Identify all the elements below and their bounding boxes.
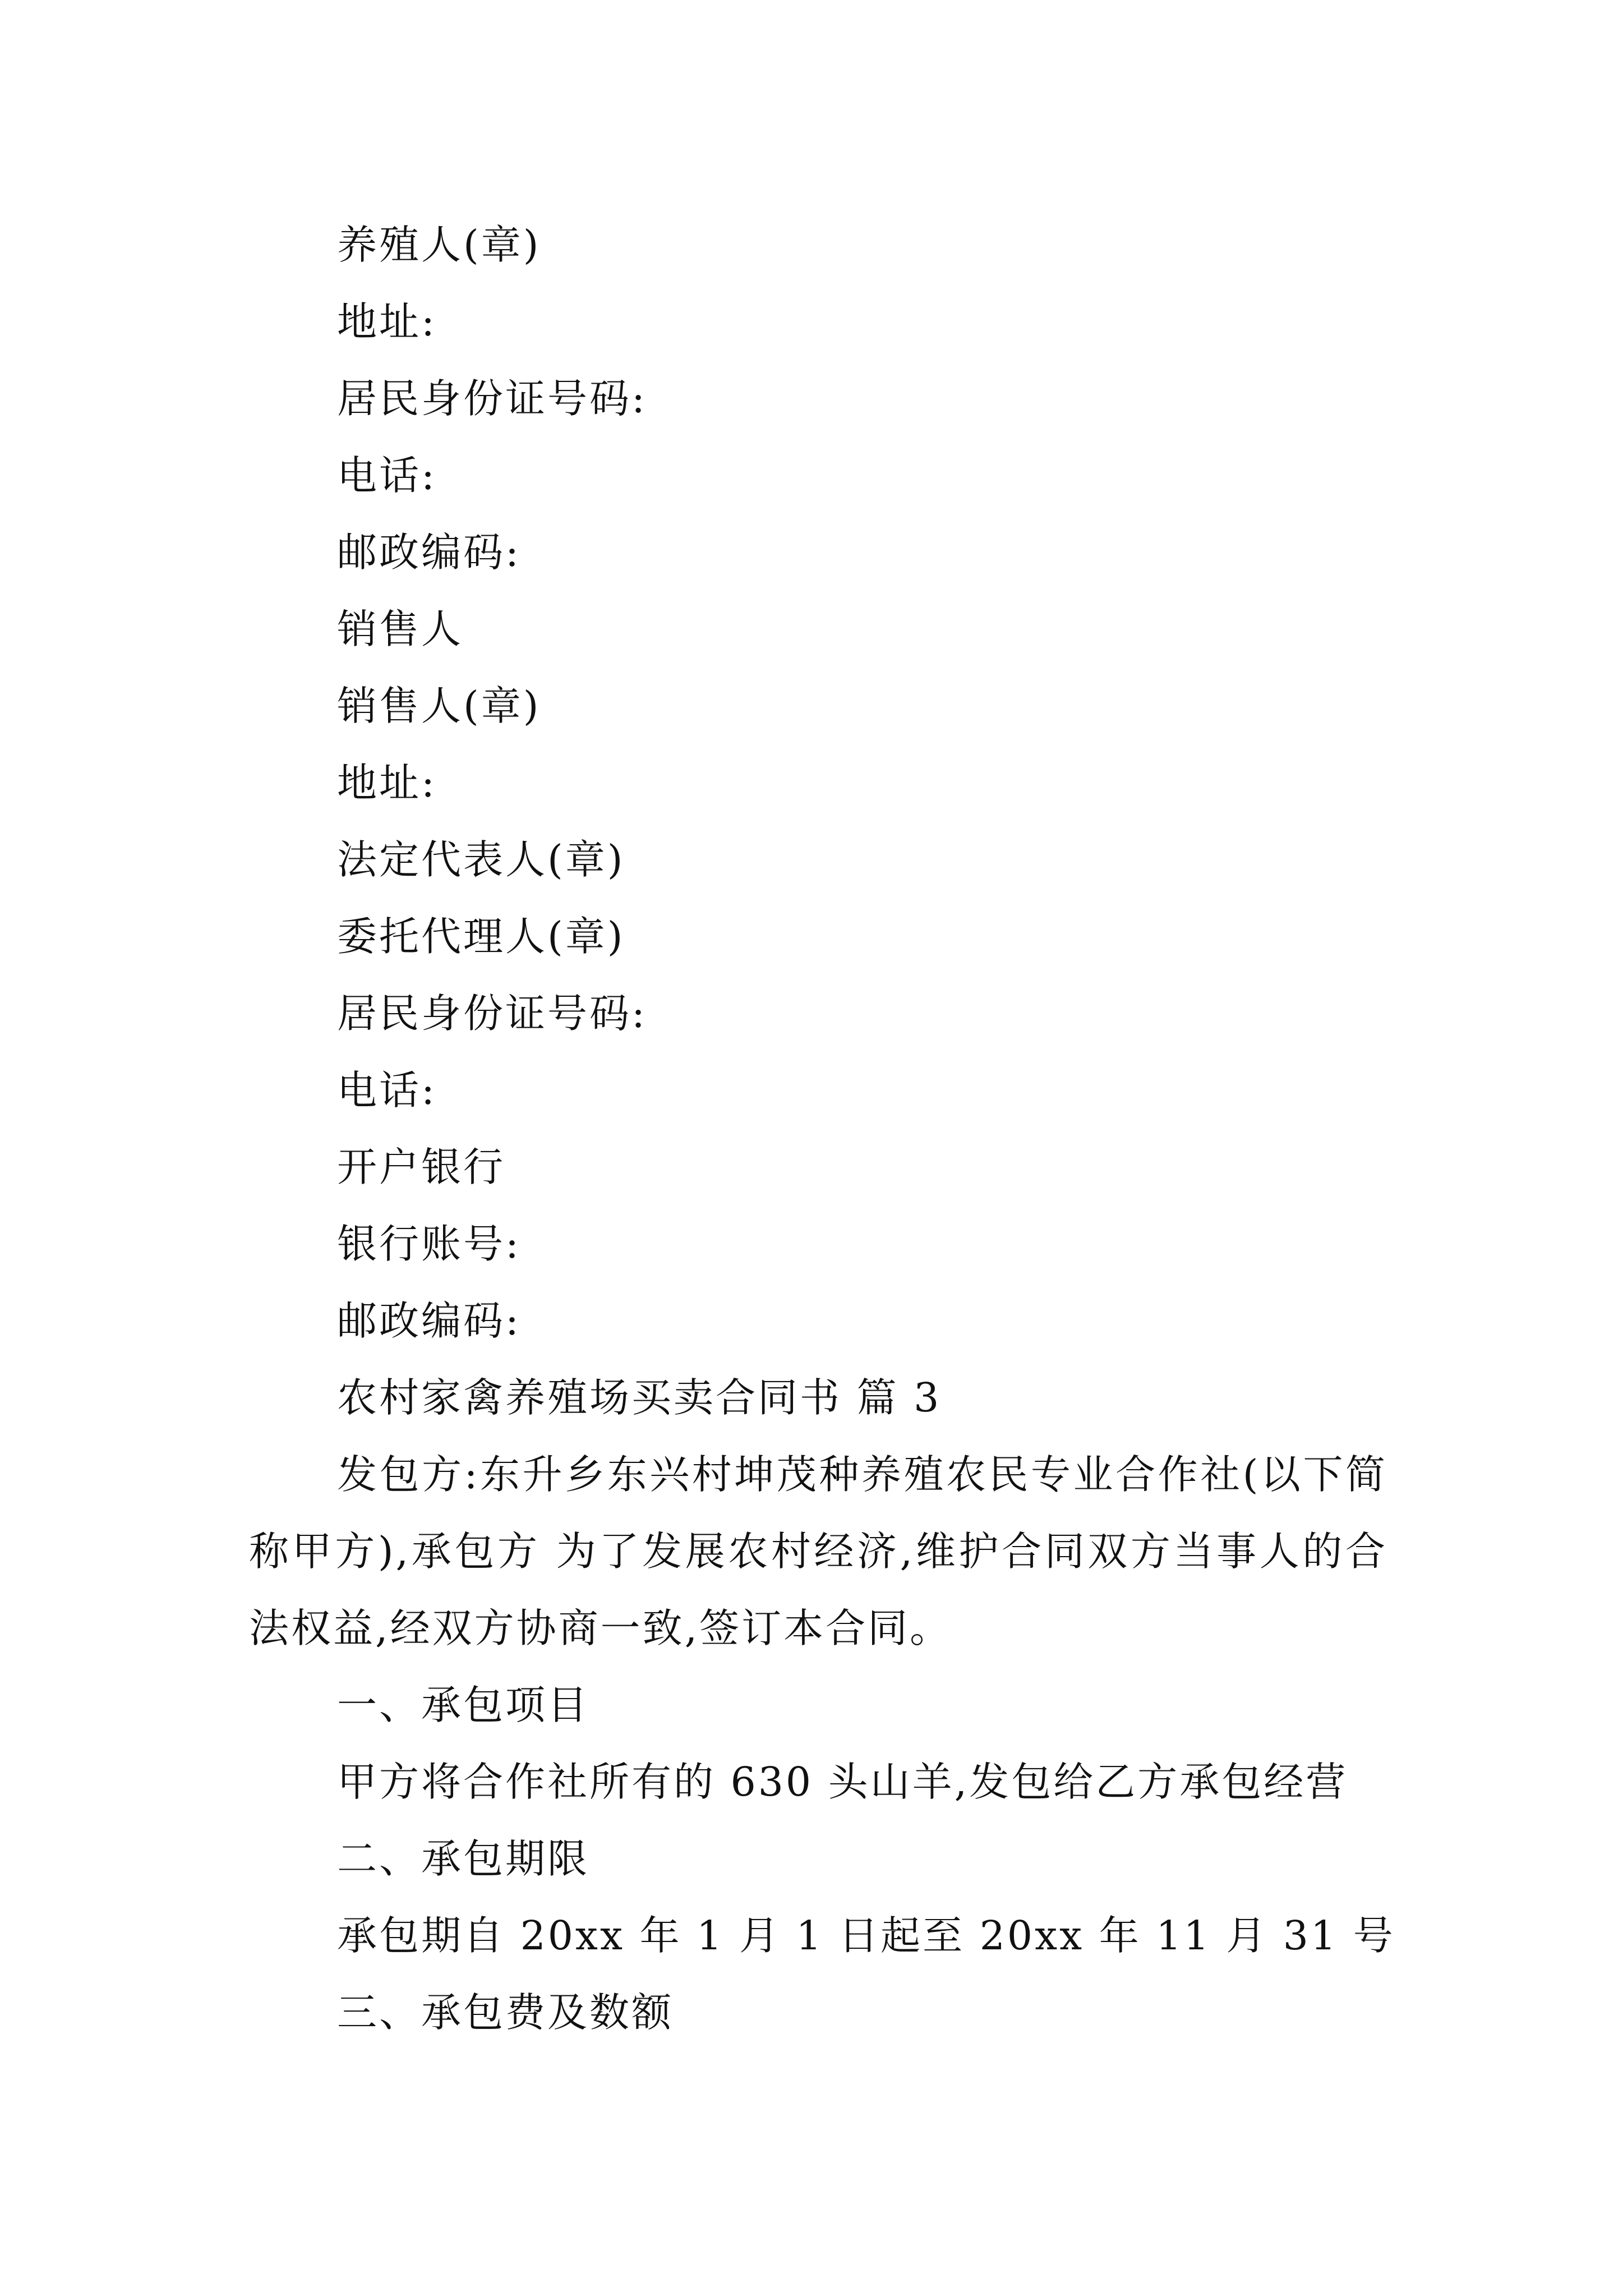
clause-1-text: 甲方将合作社所有的 630 头山羊,发包给乙方承包经营 [337, 1759, 1348, 1805]
breeder-postcode-line: 邮政编码: [337, 529, 521, 576]
breeder-id-number-line: 居民身份证号码: [337, 375, 647, 422]
seller-seal-line: 销售人(章) [337, 683, 541, 729]
seller-heading-line: 销售人 [337, 606, 464, 652]
seller-postcode-line: 邮政编码: [337, 1297, 521, 1344]
document-body [249, 206, 1395, 2051]
section-title: 农村家禽养殖场买卖合同书 篇 3 [337, 1374, 942, 1421]
breeder-address-line: 地址: [337, 298, 437, 345]
clause-1-heading: 一、承包项目 [337, 1682, 590, 1728]
seller-phone-line: 电话: [337, 1067, 437, 1114]
legal-representative-line: 法定代表人(章) [337, 836, 625, 883]
contract-intro-paragraph: 发包方:东升乡东兴村坤茂种养殖农民专业合作社(以下简称甲方),承包方 为了发展农村经济,维护合同双方当事人的合法权益,经双方协商一致,签订本合同。 [249, 1451, 1387, 1651]
seller-address-line: 地址: [337, 760, 437, 806]
clause-3-heading: 三、承包费及数额 [337, 1989, 674, 2036]
bank-account-line: 银行账号: [337, 1221, 521, 1267]
breeder-phone-line: 电话: [337, 452, 437, 499]
clause-2-text: 承包期自 20xx 年 1 月 1 日起至 20xx 年 11 月 31 号 [337, 1912, 1395, 1959]
bank-line: 开户银行 [337, 1144, 506, 1190]
seller-id-number-line: 居民身份证号码: [337, 990, 647, 1037]
authorized-agent-line: 委托代理人(章) [337, 913, 625, 960]
clause-2-heading: 二、承包期限 [337, 1835, 590, 1882]
breeder-seal-line: 养殖人(章) [337, 222, 541, 268]
